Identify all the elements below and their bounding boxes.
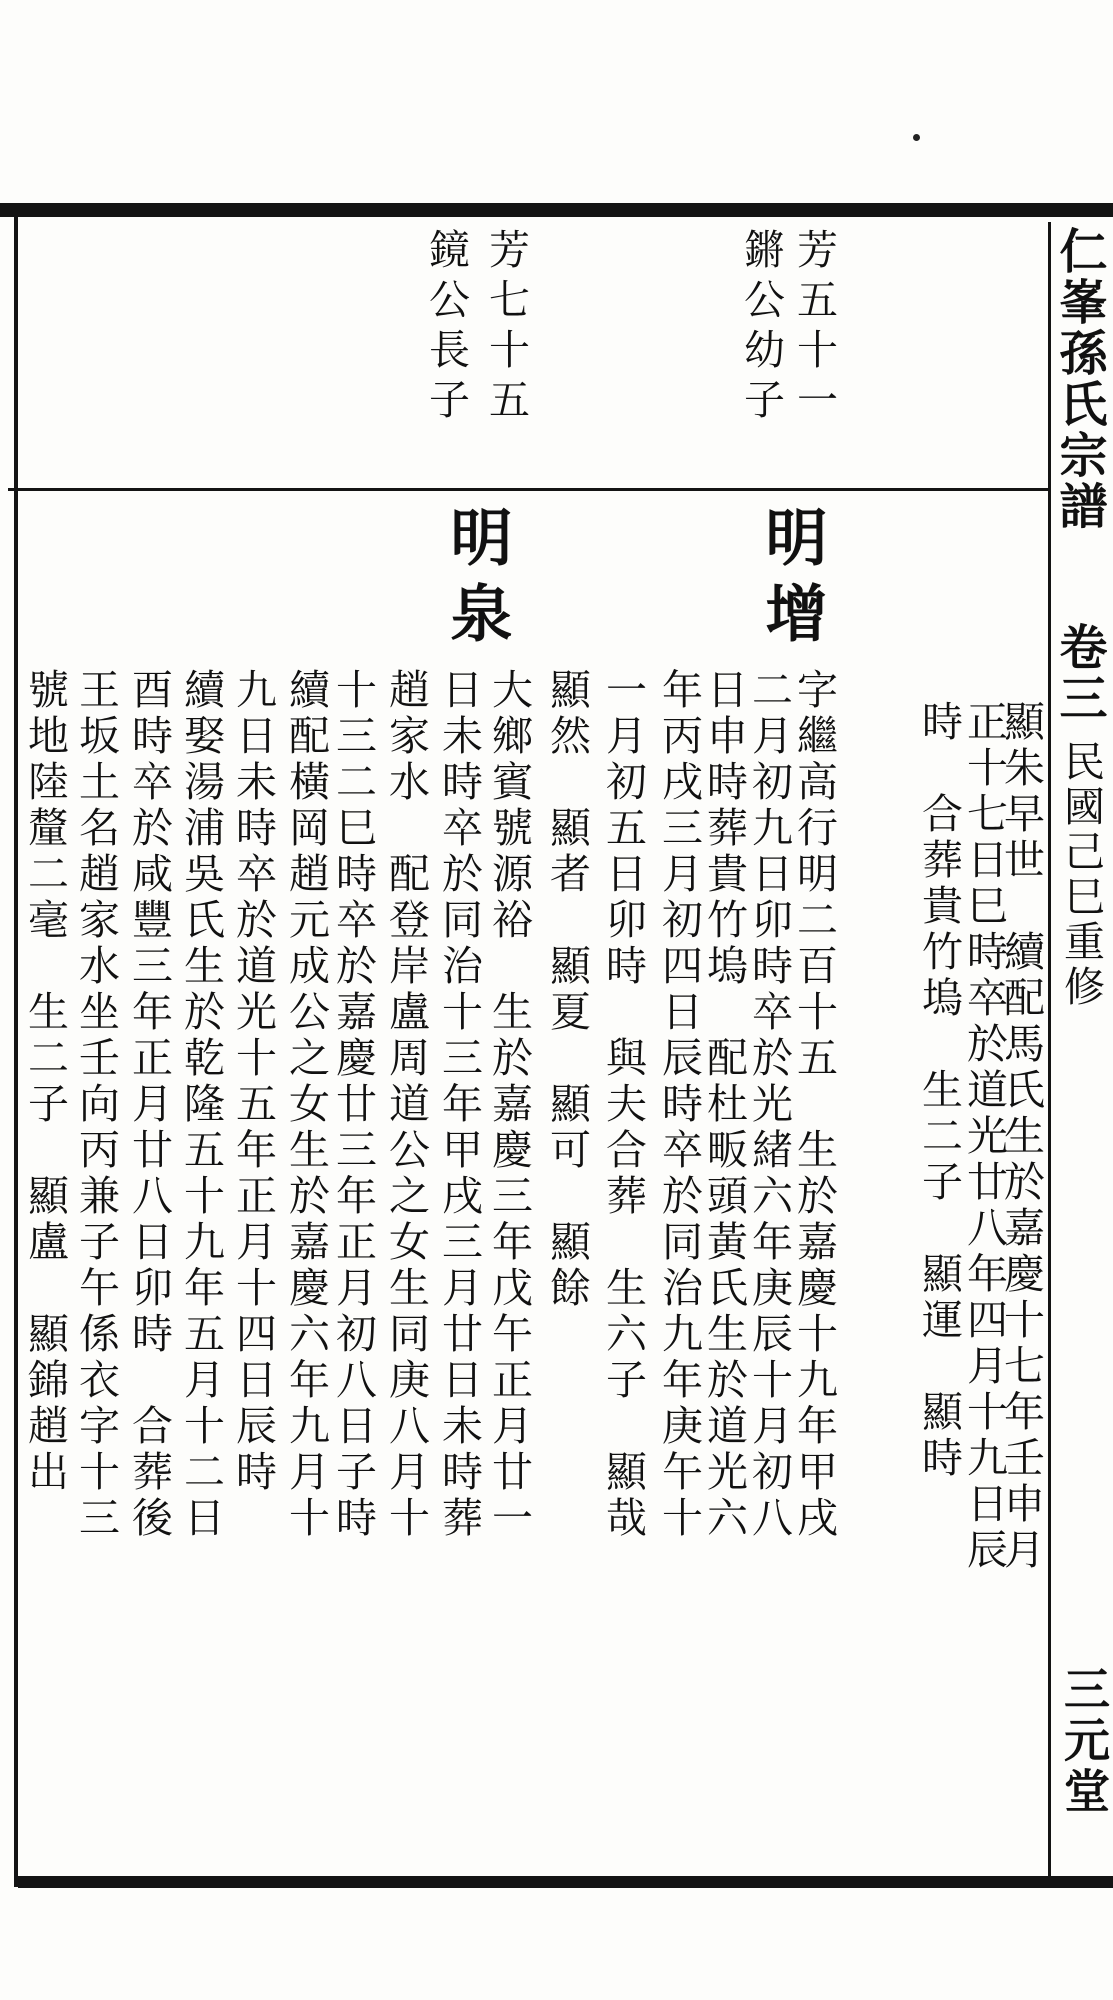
continuation-line: 正十七日巳時卒於道光廿八年四月十九日辰 [960, 700, 1008, 1574]
entry-2-lineage: 鏡公長子 [422, 228, 470, 428]
entry-2-text: 趙家水 配登岸盧周道公之女生同庚八月十 [382, 668, 430, 1542]
margin-edition: 民國己巳重修 [1057, 740, 1105, 1010]
bottom-border [18, 1876, 1113, 1888]
left-border [14, 215, 18, 1887]
entry-1-text: 年丙戌三月初四日辰時卒於同治九年庚午十 [655, 668, 703, 1542]
entry-1-name: 明增 [755, 505, 828, 657]
entry-1-text: 顯然 顯者 顯夏 顯可 顯餘 [543, 668, 591, 1312]
entry-2-text: 大鄉賓號源裕 生於嘉慶三年戊午正月廿一 [485, 668, 533, 1542]
entry-1-text: 字繼高行明二百十五 生於嘉慶十九年甲戌 [790, 668, 838, 1542]
top-border [0, 203, 1113, 217]
ink-dot [913, 134, 920, 141]
entry-2-text: 日未時卒於同治十三年甲戌三月廿日未時葬 [435, 668, 483, 1542]
entry-1-lineage: 鏘公幼子 [737, 228, 785, 428]
entry-2-text: 續配橫岡趙元成公之女生於嘉慶六年九月十 [282, 668, 330, 1542]
header-divider [8, 488, 1048, 491]
entry-1-text: 二月初九日卯時卒於光緒六年庚辰十月初八 [745, 668, 793, 1542]
entry-1-text: 日申時葬貴竹塢 配杜畈頭黃氏生於道光六 [700, 668, 748, 1542]
entry-2-text: 十三二巳時卒於嘉慶廿三年正月初八日子時 [329, 668, 377, 1542]
continuation-line: 顯朱早世 續配馬氏生於嘉慶十七年壬申月 [997, 700, 1045, 1574]
margin-hall: 三元堂 [1057, 1665, 1111, 1818]
entry-2-generation: 芳七十五 [482, 228, 530, 428]
entry-2-text: 號地陸釐二毫 生二子 顯盧 顯錦趙出 [21, 668, 69, 1496]
entry-2-text: 九日未時卒於道光十五年正月十四日辰時 [229, 668, 277, 1496]
entry-2-text: 酉時卒於咸豐三年正月廿八日卯時 合葬後 [125, 668, 173, 1542]
entry-1-generation: 芳五十一 [790, 228, 838, 428]
entry-2-text: 續娶湯浦吳氏生於乾隆五十九年五月十二日 [177, 668, 225, 1542]
margin-title: 仁峯孫氏宗譜 [1051, 226, 1107, 532]
continuation-line: 時 合葬貴竹塢 生二子 顯運 顯時 [915, 700, 963, 1482]
margin-volume: 卷三 [1051, 622, 1107, 724]
entry-2-text: 王坂土名趙家水坐壬向丙兼子午係衣字十三 [72, 668, 120, 1542]
entry-2-name: 明泉 [440, 505, 513, 657]
entry-1-text: 一月初五日卯時 與夫合葬 生六子 顯哉 [599, 668, 647, 1542]
